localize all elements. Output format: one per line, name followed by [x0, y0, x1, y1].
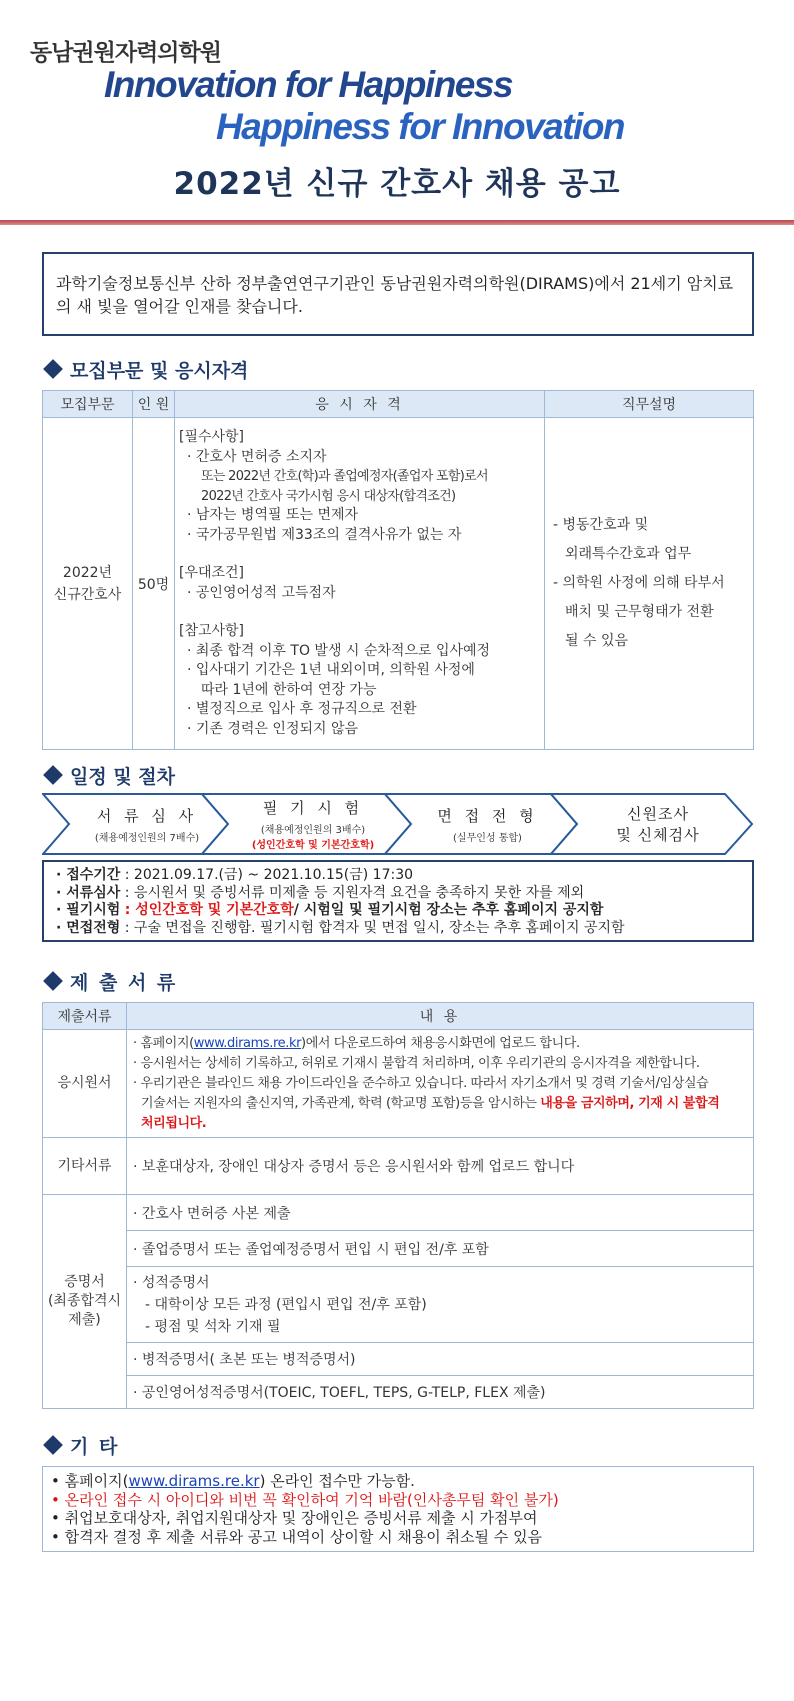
field-cell: [43, 418, 133, 750]
required-title: [필수사항]: [179, 429, 245, 445]
count-cell: 50명: [133, 418, 175, 750]
etc-item: • 취업보호대상자, 취업지원대상자 및 장애인은 증빙서류 제출 시 가점부여: [51, 1509, 538, 1527]
section-heading-etc: 기 타: [44, 1432, 119, 1459]
required-item: 또는 2022년 간호(학)과 졸업예정자(졸업자 포함)로서: [201, 469, 488, 484]
ref-item: · 최종 합격 이후 TO 발생 시 순차적으로 입사예정: [187, 642, 491, 659]
col-header-field: 모집부문: [43, 391, 133, 418]
diamond-bullet-icon: [43, 765, 63, 785]
slogan-line-1: Innovation for Happiness: [104, 64, 513, 105]
pref-item: · 공인영어성적 고득점자: [187, 584, 336, 601]
duty-item: 배치 및 근무형태가 전환: [565, 604, 714, 620]
duty-item: - 병동간호과 및: [553, 517, 649, 533]
field-name: 신규간호사: [53, 586, 122, 603]
duty-item: 될 수 있음: [565, 633, 628, 649]
field-year: 2022년: [62, 564, 113, 581]
cert-item: · 졸업증명서 또는 졸업예정증명서 편입 시 편입 전/후 포함: [127, 1231, 754, 1267]
doc-label-application: 응시원서: [43, 1030, 127, 1138]
section-heading-docs: 제 출 서 류: [44, 968, 177, 995]
etc-item: • 합격자 결정 후 제출 서류와 공고 내역이 상이할 시 채용이 취소될 수 있음: [51, 1527, 543, 1546]
ref-item: · 별정직으로 입사 후 정규직으로 전환: [187, 701, 417, 717]
section-heading-schedule: 일정 및 절차: [44, 762, 175, 789]
schedule-row: · 면접전형 : 구술 면접을 진행함. 필기시험 합격자 및 면접 일시, 장소는 추후 홈페이지 공지함: [56, 919, 625, 936]
step-1-name: 서 류 심 사: [96, 806, 198, 825]
ref-item: · 기존 경력은 인정되지 않음: [187, 720, 359, 737]
step-2-sub: (채용예정인원의 3배수): [260, 825, 366, 836]
schedule-row: · 필기시험 : 성인간호학 및 기본간호학/ 시험일 및 필기시험 장소는 추후 홈페이지 공지함: [56, 902, 604, 918]
duty-cell: [545, 418, 754, 750]
col-header-duty: 직무설명: [545, 391, 754, 418]
cert-item: · 성적증명서 - 대학이상 모든 과정 (편입시 편입 전/후 포함) - 평점 및 석차 기재 필: [127, 1267, 754, 1343]
step-3: [410, 793, 565, 855]
ref-item: 따라 1년에 한하여 연장 가능: [201, 681, 377, 698]
schedule-row: · 서류심사 : 응시원서 및 증빙서류 미제출 등 지원자격 요건을 충족하지 못한 자를 제외: [56, 884, 585, 901]
step-2: [228, 793, 398, 855]
cert-item: · 공인영어성적증명서(TOEIC, TOEFL, TEPS, G-TELP, FLEX 제출): [127, 1376, 754, 1409]
cert-item: · 간호사 면허증 사본 제출: [127, 1195, 754, 1231]
schedule-box: [42, 860, 754, 942]
diamond-bullet-icon: [43, 1435, 63, 1455]
step-2-subjects: (성인간호학 및 기본간호학): [251, 840, 375, 851]
duty-item: 외래특수간호과 업무: [565, 546, 692, 562]
etc-item-warning: • 온라인 접수 시 아이디와 비번 꼭 확인하여 기억 바람(인사총무팀 확인 불가): [51, 1490, 559, 1509]
diamond-bullet-icon: [43, 359, 63, 379]
step-4-name2: 및 신체검사: [616, 826, 700, 844]
pref-title: [우대조건]: [179, 565, 245, 581]
org-name: 동남권원자력의학원: [30, 40, 221, 66]
etc-item: • 홈페이지(www.dirams.re.kr) 온라인 접수만 가능함.: [51, 1472, 415, 1490]
required-item: · 간호사 면허증 소지자: [187, 448, 327, 465]
homepage-link-2[interactable]: www.dirams.re.kr: [128, 1472, 260, 1490]
qualification-cell: [175, 418, 545, 750]
docs-table: [42, 1002, 754, 1409]
cert-item: · 병적증명서( 초본 또는 병적증명서): [127, 1343, 754, 1376]
doc-label-other: 기타서류: [43, 1138, 127, 1195]
col-header-content: 내 용: [127, 1003, 754, 1030]
required-item: · 국가공무원법 제33조의 결격사유가 없는 자: [187, 526, 462, 543]
col-header-doc: 제출서류: [43, 1003, 127, 1030]
step-3-name: 면 접 전 형: [437, 806, 538, 825]
doc-label-certificates: 증명서 (최종합격시 제출): [43, 1195, 127, 1409]
step-4-name: 신원조사: [627, 805, 689, 823]
section-heading-recruit: 모집부문 및 응시자격: [44, 356, 248, 383]
intro-box: 과학기술정보통신부 산하 정부출연연구기관인 동남권원자력의학원(DIRAMS)에서 21세기 암치료의 새 빛을 열어갈 인재를 찾습니다.: [42, 252, 754, 336]
step-1-sub: (채용예정인원의 7배수): [94, 832, 200, 844]
required-item: · 남자는 병역필 또는 면제자: [187, 507, 359, 523]
application-content: · 홈페이지(www.dirams.re.kr)에서 다운로드하여 채용응시화면에 업로드 합니다. · 응시원서는 상세히 기록하고, 허위로 기재시 불합격 처리하며, 이후 우리기관의 응시자격을 제한합니다. · 우리기관은 블라인드 채용 가이드라인을 준수하고 있습니다. 따라서 자기소개서 및 경력 기술서/임상실습 기술서는 지원자의 출신지역, 가족관계, 학력 (학교명 포함)등을 암시하는 내용을 금지하며, 기재 시 불합격 처리됩니다.: [127, 1030, 754, 1138]
recruit-table: [42, 390, 754, 750]
other-content: · 보훈대상자, 장애인 대상자 증명서 등은 응시원서와 함께 업로드 합니다: [127, 1138, 754, 1195]
etc-box: [42, 1466, 754, 1552]
step-1: [72, 793, 222, 855]
diamond-bullet-icon: [43, 971, 63, 991]
page-title: 2022년 신규 간호사 채용 공고: [173, 166, 621, 202]
step-4: [578, 793, 738, 855]
schedule-row: · 접수기간 : 2021.09.17.(금) ~ 2021.10.15(금) 17:30: [56, 867, 414, 883]
step-2-name: 필 기 시 험: [262, 799, 364, 817]
duty-item: - 의학원 사정에 의해 타부서: [553, 575, 725, 591]
col-header-qualification: 응 시 자 격: [175, 391, 545, 418]
slogan-line-2: Happiness for Innovation: [216, 106, 625, 147]
ref-title: [참고사항]: [179, 623, 245, 639]
homepage-link[interactable]: www.dirams.re.kr: [193, 1035, 302, 1051]
step-3-sub: (실무인성 통합): [453, 832, 522, 844]
col-header-count: 인 원: [133, 391, 175, 418]
ref-item: · 입사대기 기간은 1년 내외이며, 의학원 사정에: [187, 662, 475, 678]
required-item: 2022년 간호사 국가시험 응시 대상자(합격조건): [201, 488, 456, 504]
title-divider: [0, 220, 794, 225]
